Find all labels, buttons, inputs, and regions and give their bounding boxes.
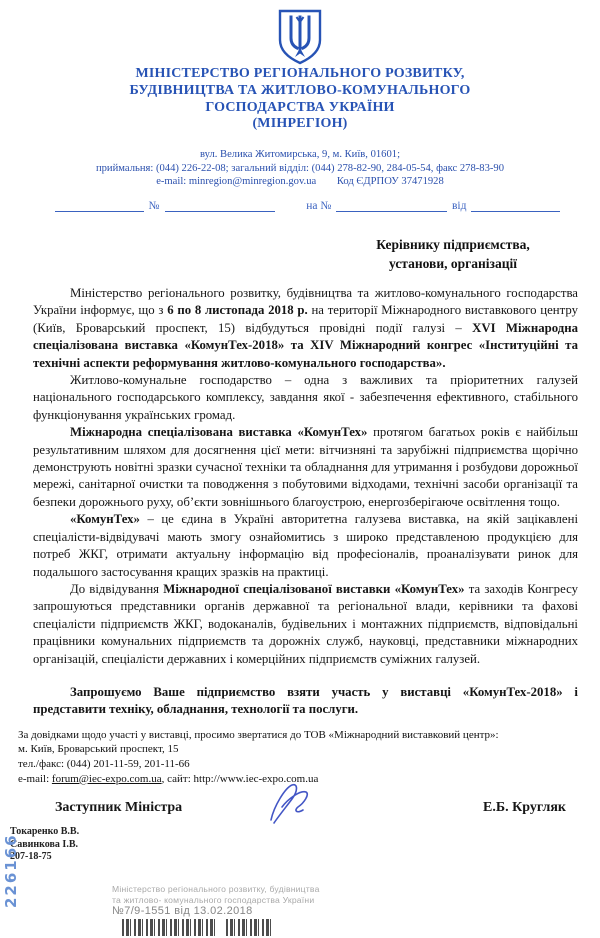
from-date-blank [471,198,560,212]
executor-name: Савинкова І.В. [10,838,78,850]
ministry-email: e-mail: minregion@minregion.gov.ua [156,176,317,188]
stamp-line: та житлово- комунального господарства України [112,894,315,905]
body-paragraph: Міністерство регіонального розвитку, будівництва та житлово-комунального господарства України інформує, що з 6 по 8 листопада 2018 р. на території Міжнародного виставкового центру (Київ, Броварський проспект, 15) відбудуться провідні події галузі – XVI Міжнародна спеціалізована виставка «КомунТех-2018» та XIV Міжнародний конгрес «Інституційні та технічні аспекти реформування житлово-комунального господарства». [33,286,578,370]
incoming-registration-number: 226166 [2,833,20,908]
contact-email-label: e-mail: [18,772,52,785]
address-street: вул. Велика Житомирська, 9, м. Київ, 01601; [199,149,401,160]
reference-line [55,198,560,212]
contact-site: , сайт: http://www.iec-expo.com.ua [161,772,319,785]
registration-stamp [112,884,382,936]
barcode-segment [122,919,218,936]
contact-email: forum@iec-expo.com.ua [51,772,162,785]
signer-name: Е.Б. Кругляк [483,800,566,816]
ministry-title-line: ГОСПОДАРСТВА УКРАЇНИ [205,99,395,115]
ministry-title-line: МІНІСТЕРСТВО РЕГІОНАЛЬНОГО РОЗВИТКУ, [135,66,465,81]
handwritten-signature-icon [255,778,325,830]
body-paragraph: «КомунТех» – це єдина в Україні авторитетна галузева виставка, на якій зацікавлені спеціалісти-відвідувачі мають змогу ознайомитись з широко представленою продукцією для потреб ЖКГ, отримати актуальну інформацію від професіоналів, проаналізувати ринок для подальшого застосування кращих зразків на практиці. [33,512,578,579]
stamp-number-date: №7/9-1551 від 13.02.2018 [112,905,253,917]
date-blank [55,198,144,212]
from-label: від [451,200,467,212]
ministry-title [0,66,600,133]
number-label: № [148,200,160,212]
executors-block [10,826,578,864]
signer-position: Заступник Міністра [55,800,183,816]
emblem-container [0,8,600,71]
edrpou-code: Код ЄДРПОУ 37471928 [336,176,444,188]
address-phones: приймальня: (044) 226-22-08; загальний відділ: (044) 278-82-90, 284-05-54, факс 278-83-90 [95,162,505,174]
ministry-title-line: (МІНРЕГІОН) [252,116,348,132]
signature-row [33,800,578,816]
on-number-label: на № [306,200,332,212]
stamp-line: Міністерство регіонального розвитку, будівництва [112,884,320,894]
contact-intro: За довідками щодо участі у виставці, просимо звертатися до ТОВ «Міжнародний виставковий центр»: [18,728,499,741]
ukraine-trident-emblem-icon [275,8,325,66]
body-paragraph: Житлово-комунальне господарство – одна з важливих та пріоритетних галузей національного господарського комплексу, завдання якої - забезпечення ефективного, стабільного функціонування українських громад. [33,373,578,422]
recipient-line: Керівнику підприємства, [376,237,530,252]
body-paragraph: Запрошуємо Ваше підприємство взяти участь у виставці «КомунТех-2018» і представити техніку, обладнання, технології та послуги. [33,684,578,717]
letter-body [10,285,578,864]
number-blank [165,198,276,212]
barcode-icon [122,919,382,936]
on-number-blank [336,198,447,212]
ministry-title-line: БУДІВНИЦТВА ТА ЖИТЛОВО-КОМУНАЛЬНОГО [129,82,471,98]
ministry-address-block [0,148,600,189]
body-paragraph: До відвідування Міжнародної спеціалізованої виставки «КомунТех» та заходів Конгресу запрошуються представники органів державної та регіональної влади, керівники та фахові спеціалісти підприємств ЖКГ, водоканалів, будівельних і монтажних підприємств, відповідальні працівники комунальних підприємств та дорожніх служб, науковці, представники міжнародних організацій, спеціалісти державних і комерційних підприємств суміжних галузей. [33,581,578,666]
contact-address: м. Київ, Броварський проспект, 15 [18,743,179,756]
recipient-line: установи, організації [388,255,517,271]
barcode-segment [226,919,274,936]
contact-phone: тел./факс: (044) 201-11-59, 201-11-66 [18,757,190,770]
address-email-code [0,175,600,189]
executor-name: Токаренко В.В. [10,826,80,838]
body-paragraphs [33,285,578,719]
recipient-block [328,236,578,273]
executor-phone: 207-18-75 [10,851,52,863]
body-paragraph: Міжнародна спеціалізована виставка «КомунТех» протягом багатьох років є найбільш результативним шляхом для досягнення цієї мети: вітчизняні та зарубіжні підприємства щорічно демонструють новітні зразки сучасної техніки та обладнання для утримання і розбудови дорожньої мережі, санітарної очистки та поводження з побутовими відходами, технічні засоби організації та безпеки дорожнього руху, об’єкти зовнішнього благоустрою, енергозберігаюче освітлення тощо. [33,425,578,509]
